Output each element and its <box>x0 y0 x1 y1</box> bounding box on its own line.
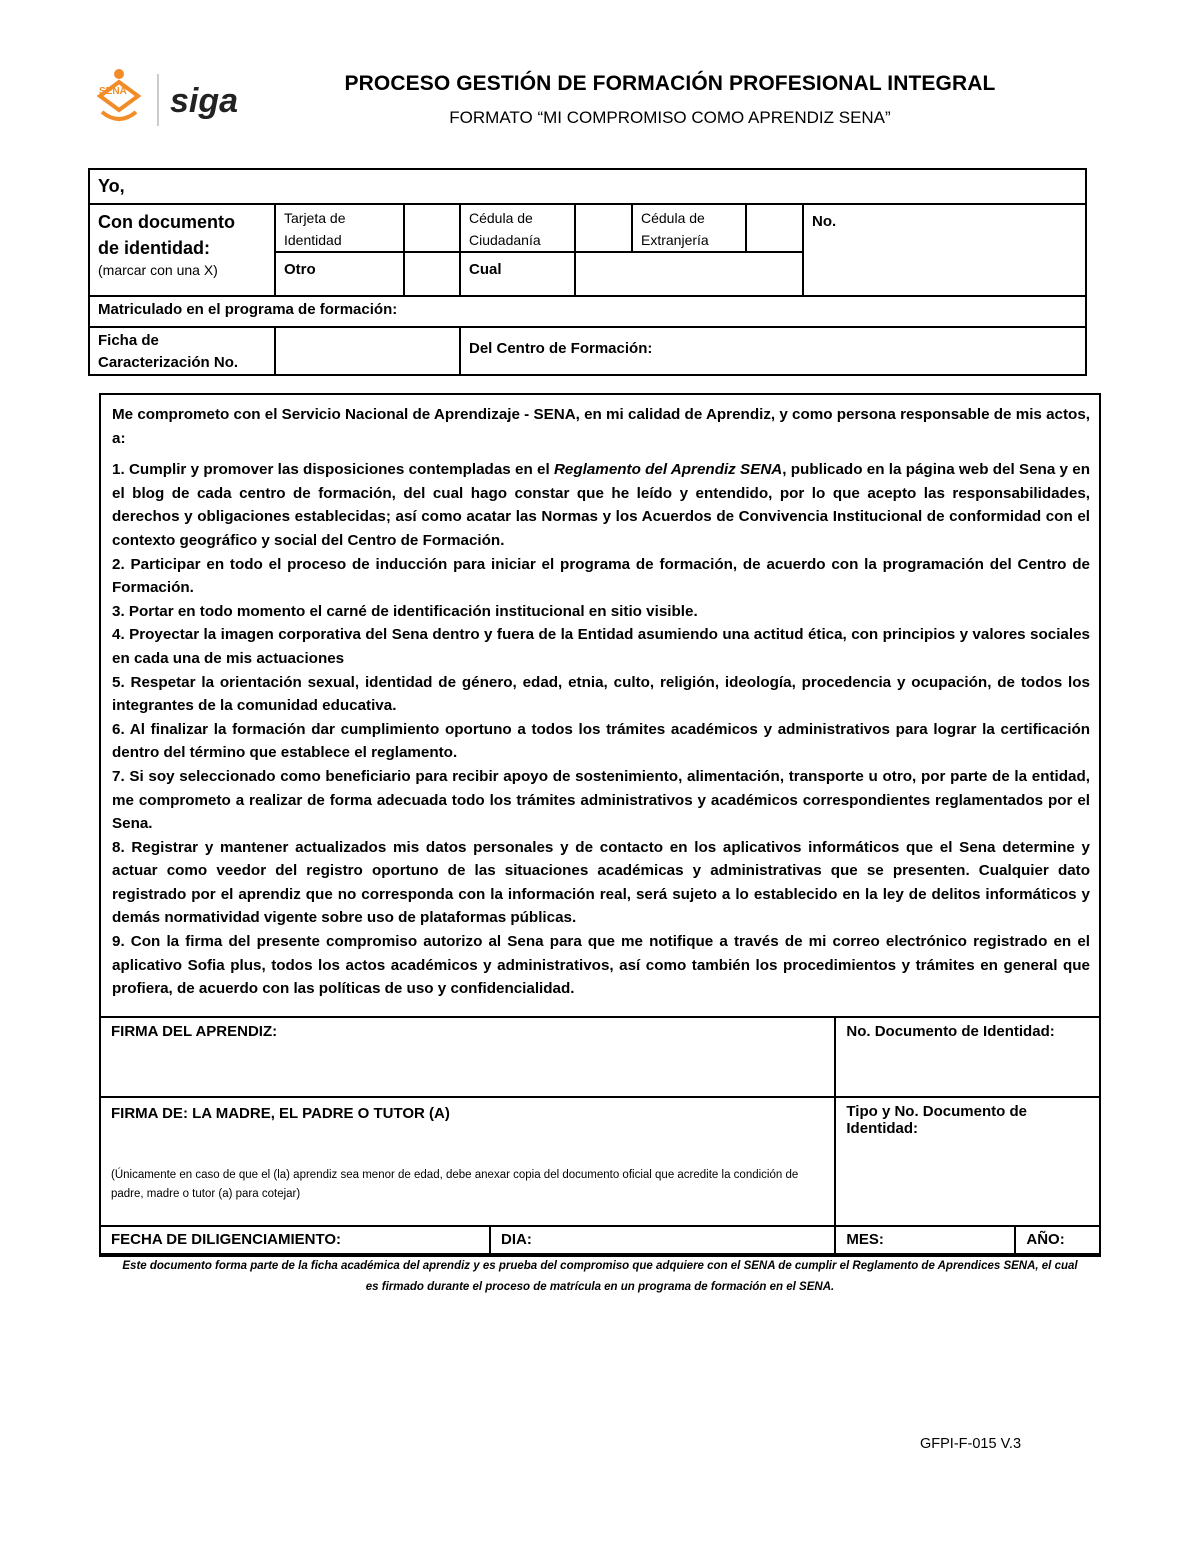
identification-table <box>88 168 1087 376</box>
option-tarjeta-label: Tarjeta de Identidad <box>275 204 404 252</box>
sena-logo-icon <box>92 66 262 132</box>
document-number-field[interactable]: No. <box>803 204 1086 296</box>
commitment-text <box>112 403 1090 1001</box>
document-title: PROCESO GESTIÓN DE FORMACIÓN PROFESIONAL INTEGRAL <box>344 72 996 95</box>
option-cual-field[interactable] <box>575 252 803 296</box>
yo-field[interactable]: Yo, <box>89 169 1086 204</box>
logo <box>92 66 262 132</box>
tipo-doc-field[interactable]: Tipo y No. Documento de Identidad: <box>835 1097 1100 1226</box>
mes-field[interactable]: MES: <box>835 1226 1015 1256</box>
firma-aprendiz-field[interactable]: FIRMA DEL APRENDIZ: <box>100 1017 835 1097</box>
signature-table <box>99 1016 1101 1257</box>
option-cual-label: Cual <box>460 252 575 296</box>
commitment-item-1: 1. Cumplir y promover las disposiciones contempladas en el Reglamento del Aprendiz SENA, publicado en la página web del Sena y en el blog de cada centro de formación, del cual hago constar que he leído y entendido, por lo que acepto las responsabilidades, derechos y obligaciones establecidas; así como acatar las Normas y los Acuerdos de Convivencia Institucional de conformidad con el contexto geográfico y social del Centro de Formación. <box>112 461 1090 549</box>
commitment-item-2: 2. Participar en todo el proceso de inducción para iniciar el programa de formación, de acuerdo con la programación del Centro de Formación. <box>112 555 1090 597</box>
option-otro-label: Otro <box>275 252 404 296</box>
commitment-intro: Me comprometo con el Servicio Nacional de Aprendizaje - SENA, en mi calidad de Aprendiz, y como persona responsable de mis actos, a: <box>112 406 1090 447</box>
doc-identidad-field[interactable]: No. Documento de Identidad: <box>835 1017 1100 1097</box>
tutor-note: (Únicamente en caso de que el (la) aprendiz sea menor de edad, debe anexar copia del documento oficial que acredite la condición de padre, madre o tutor (a) para cotejar) <box>111 1169 799 1200</box>
document-subtitle: FORMATO “MI COMPROMISO COMO APRENDIZ SENA” <box>449 108 891 127</box>
document-code: GFPI-F-015 V.3 <box>920 1436 1022 1452</box>
fecha-label: FECHA DE DILIGENCIAMIENTO: <box>100 1226 490 1256</box>
footer-note: Este documento forma parte de la ficha académica del aprendiz y es prueba del compromiso que adquiere con el SENA de cumplir el Reglamento de Aprendices SENA, el cual es firmado durante el proceso de matrícula en un programa de formación en el SENA. <box>122 1260 1078 1293</box>
option-otro-checkbox[interactable] <box>404 252 460 296</box>
commitment-item-5: 5. Respetar la orientación sexual, identidad de género, edad, etnia, culto, religión, ideología, procedencia y ocupación, de todos los integrantes de la comunidad educativa. <box>112 673 1090 715</box>
svg-text:SENA: SENA <box>99 86 127 97</box>
centro-field[interactable]: Del Centro de Formación: <box>460 327 1086 375</box>
commitment-item-9: 9. Con la firma del presente compromiso autorizo al Sena para que me notifique a través de mi correo electrónico registrado en el aplicativo Sofia plus, todos los actos académicos y administrativos, así como también los procedimientos y trámites en general que profiera, de acuerdo con las políticas de uso y confidencialidad. <box>112 933 1090 998</box>
commitment-item-6: 6. Al finalizar la formación dar cumplimiento oportuno a todos los trámites académicos y administrativos para lograr la certificación dentro del término que establece el reglamento. <box>112 720 1090 762</box>
commitment-item-8: 8. Registrar y mantener actualizados mis datos personales y de contacto en los aplicativos informáticos que el Sena determine y actuar como veedor del registro oportuno de las situaciones académicas y administrativas que se presenten. Cualquier dato registrado por el aprendiz que no corresponda con la información real, será sujeto a lo establecido en la ley de delitos informáticos y demás normatividad vigente sobre uso de plataformas públicas. <box>112 838 1090 927</box>
dia-field[interactable]: DIA: <box>490 1226 835 1256</box>
option-cedula-checkbox[interactable] <box>575 204 632 252</box>
commitment-item-7: 7. Si soy seleccionado como beneficiario para recibir apoyo de sostenimiento, alimentación, transporte u otro, por parte de la entidad, me comprometo a realizar de forma adecuada todo los trámites administrativos y académicos correspondientes reglamentados por el Sena. <box>112 767 1090 833</box>
anio-field[interactable]: AÑO: <box>1015 1226 1100 1256</box>
option-cedula-label: Cédula de Ciudadanía <box>460 204 575 252</box>
commitment-item-3: 3. Portar en todo momento el carné de identificación institucional en sitio visible. <box>112 602 698 620</box>
svg-text:siga: siga <box>170 82 239 120</box>
commitment-item-4: 4. Proyectar la imagen corporativa del Sena dentro y fuera de la Entidad asumiendo una actitud ética, con principios y valores sociales en cada una de mis actuaciones <box>112 626 1090 667</box>
option-tarjeta-checkbox[interactable] <box>404 204 460 252</box>
doc-label-cell: Con documento de identidad: (marcar con una X) <box>89 204 275 296</box>
ficha-field[interactable] <box>275 327 460 375</box>
ficha-label: Ficha de Caracterización No. <box>89 327 275 375</box>
option-extranjeria-checkbox[interactable] <box>746 204 803 252</box>
firma-tutor-field[interactable]: FIRMA DE: LA MADRE, EL PADRE O TUTOR (A) (Únicamente en caso de que el (la) aprendiz sea menor de edad, debe anexar copia del documento oficial que acredite la condición de padre, madre o tutor (a) para cotejar) <box>100 1097 835 1226</box>
option-extranjeria-label: Cédula de Extranjería <box>632 204 746 252</box>
matriculado-field[interactable]: Matriculado en el programa de formación: <box>89 296 1086 327</box>
